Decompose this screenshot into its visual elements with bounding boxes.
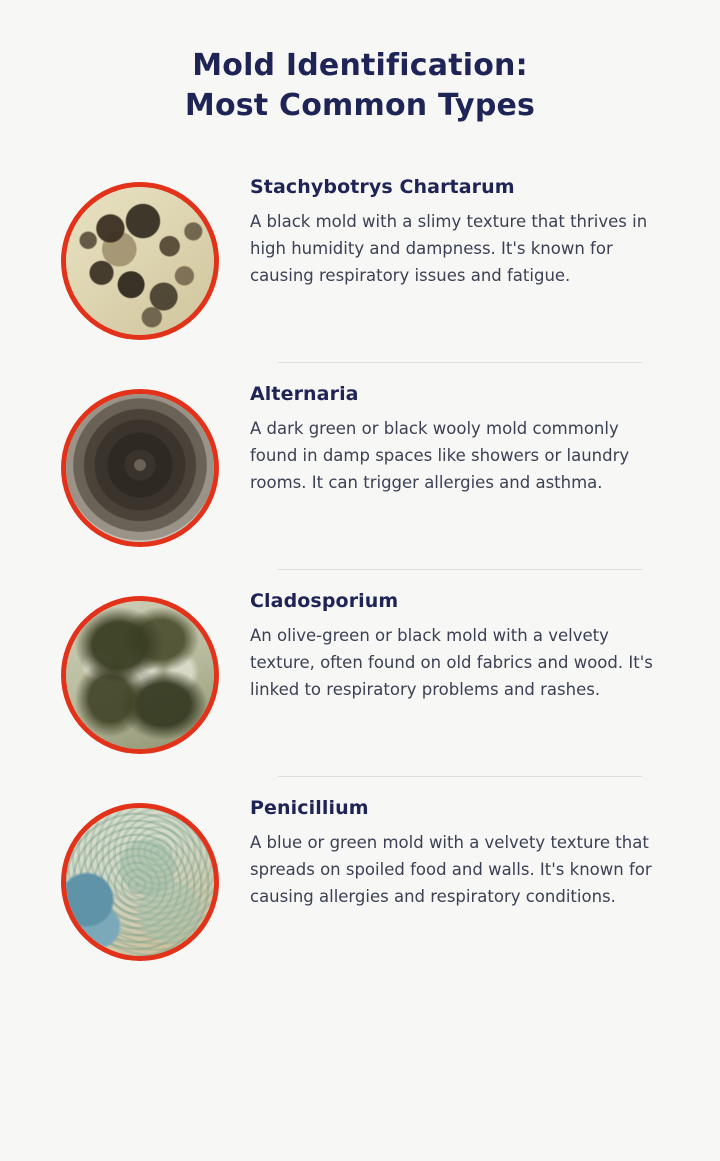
list-item: [40, 162, 680, 356]
entry-description: An olive-green or black mold with a velvety texture, often found on old fabrics and wood. It's linked to respiratory problems and rashes.: [250, 626, 653, 699]
page-title-line-1: Mold Identification:: [192, 48, 528, 83]
entry-description: A blue or green mold with a velvety texture that spreads on spoiled food and walls. It's known for causing allergies and respiratory conditions.: [250, 833, 652, 906]
entry-title: Alternaria: [250, 383, 359, 405]
list-item: [40, 576, 680, 770]
entry-text: [240, 797, 680, 910]
divider: [278, 776, 642, 777]
list-item: [40, 369, 680, 563]
entry-text: [240, 176, 680, 289]
cladosporium-colony-photo: [61, 596, 219, 754]
entry-title: Cladosporium: [250, 590, 399, 612]
entry-title: Penicillium: [250, 797, 369, 819]
penicillium-colony-photo: [61, 803, 219, 961]
page-title-line-2: Most Common Types: [184, 88, 536, 123]
entry-text: [240, 590, 680, 703]
mold-type-list: [0, 162, 720, 977]
page-title: [0, 0, 720, 126]
stachybotrys-colony-photo: [61, 182, 219, 340]
thumbnail-container: [40, 797, 240, 961]
thumbnail-container: [40, 176, 240, 340]
entry-text: [240, 383, 680, 496]
alternaria-colony-photo: [61, 389, 219, 547]
thumbnail-container: [40, 590, 240, 754]
entry-description: A dark green or black wooly mold commonly found in damp spaces like showers or laundry rooms. It can trigger allergies and asthma.: [250, 419, 630, 492]
entry-description: A black mold with a slimy texture that thrives in high humidity and dampness. It's known for causing respiratory issues and fatigue.: [250, 212, 648, 285]
divider: [278, 362, 642, 363]
list-item: [40, 783, 680, 977]
entry-title: Stachybotrys Chartarum: [250, 176, 515, 198]
divider: [278, 569, 642, 570]
thumbnail-container: [40, 383, 240, 547]
